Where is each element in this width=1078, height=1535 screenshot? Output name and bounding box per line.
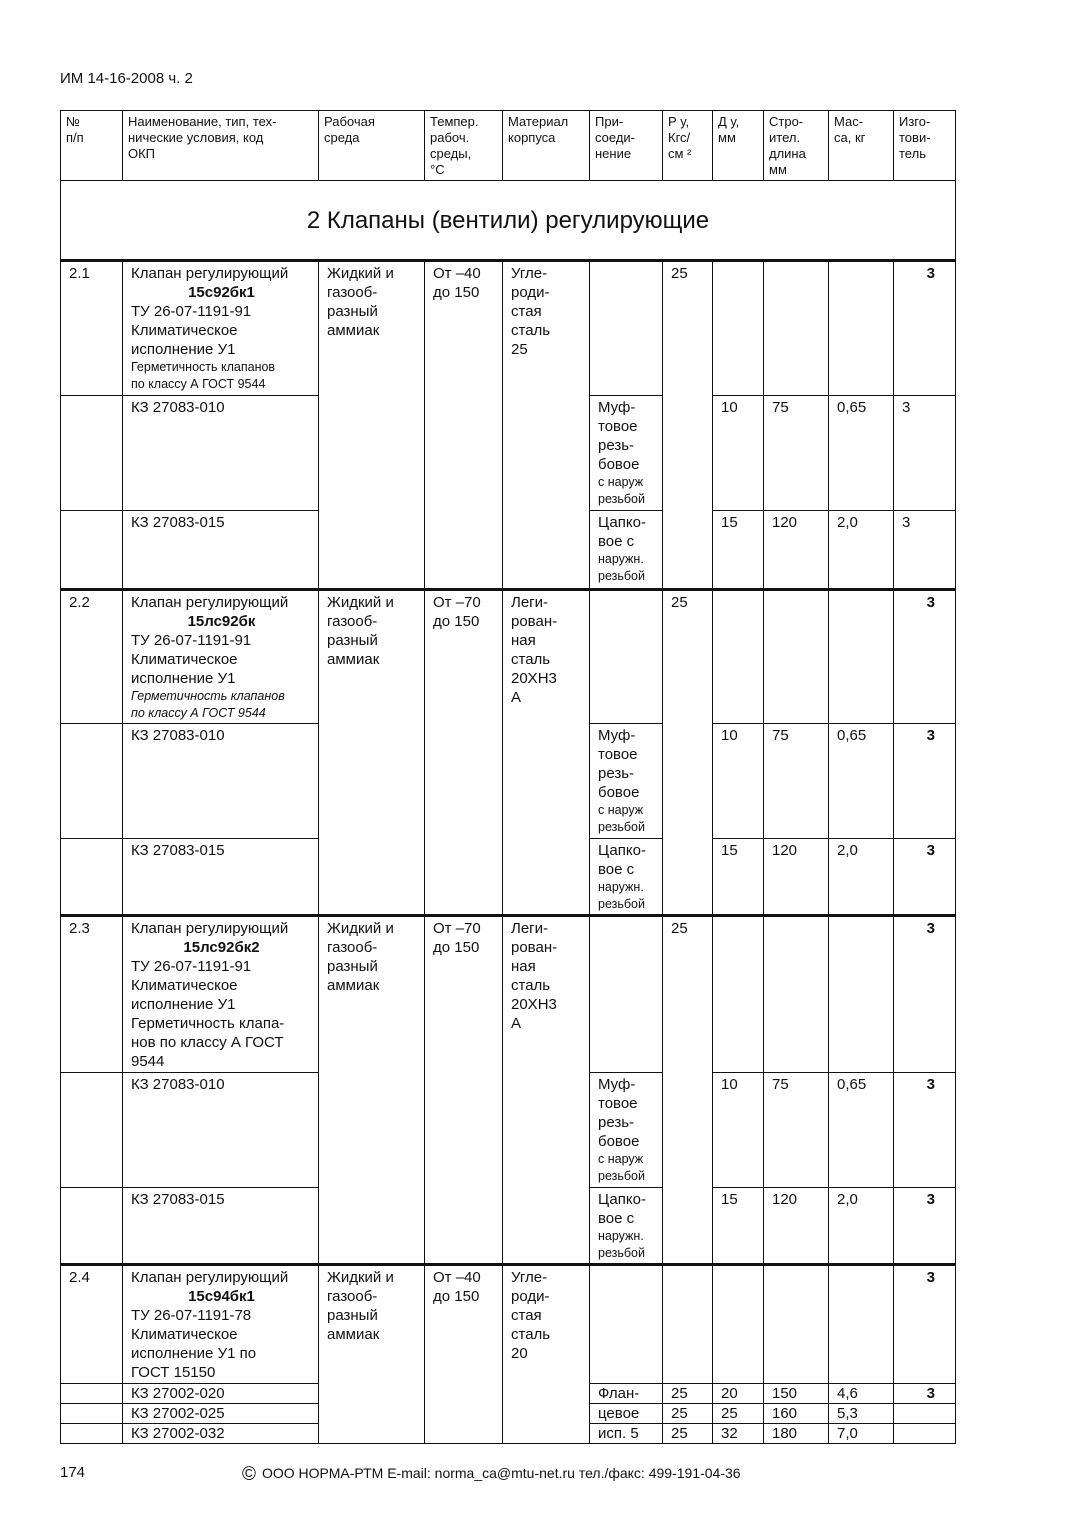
item-length: 150 bbox=[764, 1384, 829, 1404]
item-model: 15лс92бк2 bbox=[183, 939, 260, 956]
col-header-name: Наименование, тип, тех- нические условия, код ОКП bbox=[123, 111, 319, 181]
item-code: КЗ 27083-010 bbox=[123, 1073, 319, 1188]
item-connection bbox=[590, 1073, 663, 1188]
item-pressure: 25 bbox=[663, 261, 713, 590]
item-connection: цевое bbox=[590, 1404, 663, 1424]
item-diameter: 25 bbox=[713, 1404, 764, 1424]
connection-type: Муф- товое резь- бовое bbox=[598, 727, 640, 801]
item-mass: 7,0 bbox=[829, 1424, 894, 1444]
table-row bbox=[61, 590, 956, 724]
connection-type: Муф- товое резь- бовое bbox=[598, 1076, 640, 1150]
connection-detail: с наруж резьбой bbox=[598, 475, 645, 506]
item-connection bbox=[590, 511, 663, 590]
footer-text: ООО НОРМА-РТМ E-mail: norma_ca@mtu-net.ru тел./факс: 499-191-04-36 bbox=[262, 1465, 741, 1481]
item-length bbox=[764, 1265, 829, 1384]
connection-detail: наружн. резьбой bbox=[598, 552, 645, 583]
item-note: Герметичность клапанов по классу А ГОСТ 9544 bbox=[131, 689, 285, 720]
item-length: 120 bbox=[764, 511, 829, 590]
item-diameter bbox=[713, 1265, 764, 1384]
item-connection bbox=[590, 396, 663, 511]
item-spec: ТУ 26-07-1191-91 Климатическое исполнение У1 Герметичность клапа- нов по классу А ГОСТ 9544 bbox=[131, 958, 285, 1070]
item-model: 15лс92бк bbox=[187, 613, 256, 630]
item-manufacturer: 3 bbox=[894, 590, 956, 724]
item-length: 160 bbox=[764, 1404, 829, 1424]
item-manufacturer: 3 bbox=[894, 1073, 956, 1188]
item-diameter: 10 bbox=[713, 1073, 764, 1188]
item-manufacturer bbox=[894, 1424, 956, 1444]
table-row bbox=[61, 261, 956, 396]
item-spec: ТУ 26-07-1191-91 Климатическое исполнение У1 bbox=[131, 632, 252, 687]
item-medium: Жидкий и газооб- разный аммиак bbox=[319, 916, 425, 1265]
copyright-icon: © bbox=[242, 1464, 256, 1485]
item-temperature: От –70 до 150 bbox=[425, 590, 503, 916]
item-number: 2.2 bbox=[61, 590, 123, 724]
item-number bbox=[61, 1188, 123, 1265]
connection-type: Цапко- вое с bbox=[598, 842, 646, 878]
item-name bbox=[123, 261, 319, 396]
item-name-line: Клапан регулирующий bbox=[131, 1269, 289, 1286]
item-material: Угле- роди- стая сталь 25 bbox=[503, 261, 590, 590]
item-manufacturer bbox=[894, 1404, 956, 1424]
item-material: Леги- рован- ная сталь 20ХН3 А bbox=[503, 590, 590, 916]
item-code: КЗ 27002-025 bbox=[123, 1404, 319, 1424]
valves-table bbox=[60, 110, 956, 1444]
item-mass bbox=[829, 1265, 894, 1384]
item-mass: 5,3 bbox=[829, 1404, 894, 1424]
item-manufacturer: 3 bbox=[894, 396, 956, 511]
item-mass bbox=[829, 261, 894, 396]
connection-type: Муф- товое резь- бовое bbox=[598, 399, 640, 473]
item-pressure: 25 bbox=[663, 1424, 713, 1444]
item-diameter bbox=[713, 590, 764, 724]
connection-type: Цапко- вое с bbox=[598, 1191, 646, 1227]
item-length: 180 bbox=[764, 1424, 829, 1444]
item-temperature: От –40 до 150 bbox=[425, 261, 503, 590]
connection-type: Цапко- вое с bbox=[598, 514, 646, 550]
item-diameter bbox=[713, 916, 764, 1073]
item-length: 75 bbox=[764, 396, 829, 511]
item-number bbox=[61, 1384, 123, 1404]
item-code: КЗ 27083-010 bbox=[123, 724, 319, 839]
footer bbox=[242, 1464, 741, 1486]
item-diameter: 15 bbox=[713, 839, 764, 916]
item-pressure: 25 bbox=[663, 1404, 713, 1424]
item-length: 75 bbox=[764, 724, 829, 839]
item-code: КЗ 27083-010 bbox=[123, 396, 319, 511]
item-model: 15с94бк1 bbox=[188, 1288, 255, 1305]
item-name-line: Клапан регулирующий bbox=[131, 920, 289, 937]
col-header-pressure: Р у, Кгс/ см ² bbox=[663, 111, 713, 181]
item-mass: 2,0 bbox=[829, 1188, 894, 1265]
item-number: 2.3 bbox=[61, 916, 123, 1073]
item-diameter bbox=[713, 261, 764, 396]
item-diameter: 32 bbox=[713, 1424, 764, 1444]
item-length: 120 bbox=[764, 839, 829, 916]
item-length bbox=[764, 261, 829, 396]
item-connection: исп. 5 bbox=[590, 1424, 663, 1444]
table-row bbox=[61, 916, 956, 1073]
col-header-number: № п/п bbox=[61, 111, 123, 181]
item-diameter: 15 bbox=[713, 1188, 764, 1265]
item-name-line: Клапан регулирующий bbox=[131, 265, 289, 282]
connection-detail: наружн. резьбой bbox=[598, 880, 645, 911]
col-header-medium: Рабочая среда bbox=[319, 111, 425, 181]
item-name bbox=[123, 590, 319, 724]
item-code: КЗ 27002-032 bbox=[123, 1424, 319, 1444]
item-connection bbox=[590, 1265, 663, 1384]
item-pressure: 25 bbox=[663, 916, 713, 1265]
item-connection bbox=[590, 724, 663, 839]
item-number bbox=[61, 1424, 123, 1444]
item-medium: Жидкий и газооб- разный аммиак bbox=[319, 261, 425, 590]
item-manufacturer: 3 bbox=[894, 1265, 956, 1384]
item-spec: ТУ 26-07-1191-78 Климатическое исполнение У1 по ГОСТ 15150 bbox=[131, 1307, 257, 1381]
item-mass: 4,6 bbox=[829, 1384, 894, 1404]
item-diameter: 10 bbox=[713, 724, 764, 839]
connection-detail: с наруж резьбой bbox=[598, 1152, 645, 1183]
item-number bbox=[61, 511, 123, 590]
item-code: КЗ 27002-020 bbox=[123, 1384, 319, 1404]
item-mass bbox=[829, 590, 894, 724]
page-number: 174 bbox=[60, 1464, 86, 1481]
item-manufacturer: 3 bbox=[894, 261, 956, 396]
item-connection bbox=[590, 916, 663, 1073]
item-material: Леги- рован- ная сталь 20ХН3 А bbox=[503, 916, 590, 1265]
item-number: 2.1 bbox=[61, 261, 123, 396]
item-model: 15с92бк1 bbox=[188, 284, 255, 301]
item-material: Угле- роди- стая сталь 20 bbox=[503, 1265, 590, 1444]
section-title: 2 Клапаны (вентили) регулирующие bbox=[61, 181, 956, 261]
item-mass: 0,65 bbox=[829, 396, 894, 511]
item-code: КЗ 27083-015 bbox=[123, 839, 319, 916]
item-manufacturer: 3 bbox=[894, 916, 956, 1073]
item-code: КЗ 27083-015 bbox=[123, 1188, 319, 1265]
col-header-temperature: Темпер. рабоч. среды, °С bbox=[425, 111, 503, 181]
item-manufacturer: 3 bbox=[894, 724, 956, 839]
col-header-manufacturer: Изго- тови- тель bbox=[894, 111, 956, 181]
item-temperature: От –70 до 150 bbox=[425, 916, 503, 1265]
item-manufacturer: 3 bbox=[894, 1384, 956, 1404]
item-number bbox=[61, 1404, 123, 1424]
item-mass: 2,0 bbox=[829, 511, 894, 590]
item-name bbox=[123, 916, 319, 1073]
item-mass bbox=[829, 916, 894, 1073]
col-header-connection: При- соеди- нение bbox=[590, 111, 663, 181]
item-number: 2.4 bbox=[61, 1265, 123, 1384]
item-diameter: 20 bbox=[713, 1384, 764, 1404]
table-header-row bbox=[61, 111, 956, 181]
col-header-diameter: Д у, мм bbox=[713, 111, 764, 181]
col-header-length: Стро- ител. длина мм bbox=[764, 111, 829, 181]
connection-detail: с наруж резьбой bbox=[598, 803, 645, 834]
item-connection bbox=[590, 1188, 663, 1265]
connection-detail: наружн. резьбой bbox=[598, 1229, 645, 1260]
item-number bbox=[61, 1073, 123, 1188]
document-header: ИМ 14-16-2008 ч. 2 bbox=[60, 70, 193, 87]
col-header-mass: Мас- са, кг bbox=[829, 111, 894, 181]
item-name bbox=[123, 1265, 319, 1384]
item-connection: Флан- bbox=[590, 1384, 663, 1404]
section-row bbox=[61, 181, 956, 261]
item-manufacturer: 3 bbox=[894, 1188, 956, 1265]
item-medium: Жидкий и газооб- разный аммиак bbox=[319, 590, 425, 916]
item-connection bbox=[590, 590, 663, 724]
item-code: КЗ 27083-015 bbox=[123, 511, 319, 590]
item-diameter: 10 bbox=[713, 396, 764, 511]
item-note: Герметичность клапанов по классу А ГОСТ 9544 bbox=[131, 360, 276, 391]
item-pressure: 25 bbox=[663, 1384, 713, 1404]
col-header-material: Материал корпуса bbox=[503, 111, 590, 181]
item-manufacturer: 3 bbox=[894, 511, 956, 590]
item-diameter: 15 bbox=[713, 511, 764, 590]
item-temperature: От –40 до 150 bbox=[425, 1265, 503, 1444]
item-number bbox=[61, 724, 123, 839]
item-connection bbox=[590, 261, 663, 396]
item-length: 120 bbox=[764, 1188, 829, 1265]
item-pressure bbox=[663, 1265, 713, 1384]
item-mass: 2,0 bbox=[829, 839, 894, 916]
table-row bbox=[61, 1265, 956, 1384]
item-name-line: Клапан регулирующий bbox=[131, 594, 289, 611]
item-pressure: 25 bbox=[663, 590, 713, 916]
item-number bbox=[61, 839, 123, 916]
item-number bbox=[61, 396, 123, 511]
item-mass: 0,65 bbox=[829, 1073, 894, 1188]
item-manufacturer: 3 bbox=[894, 839, 956, 916]
item-length bbox=[764, 916, 829, 1073]
item-spec: ТУ 26-07-1191-91 Климатическое исполнение У1 bbox=[131, 303, 252, 358]
item-medium: Жидкий и газооб- разный аммиак bbox=[319, 1265, 425, 1444]
item-length bbox=[764, 590, 829, 724]
item-connection bbox=[590, 839, 663, 916]
item-mass: 0,65 bbox=[829, 724, 894, 839]
item-length: 75 bbox=[764, 1073, 829, 1188]
